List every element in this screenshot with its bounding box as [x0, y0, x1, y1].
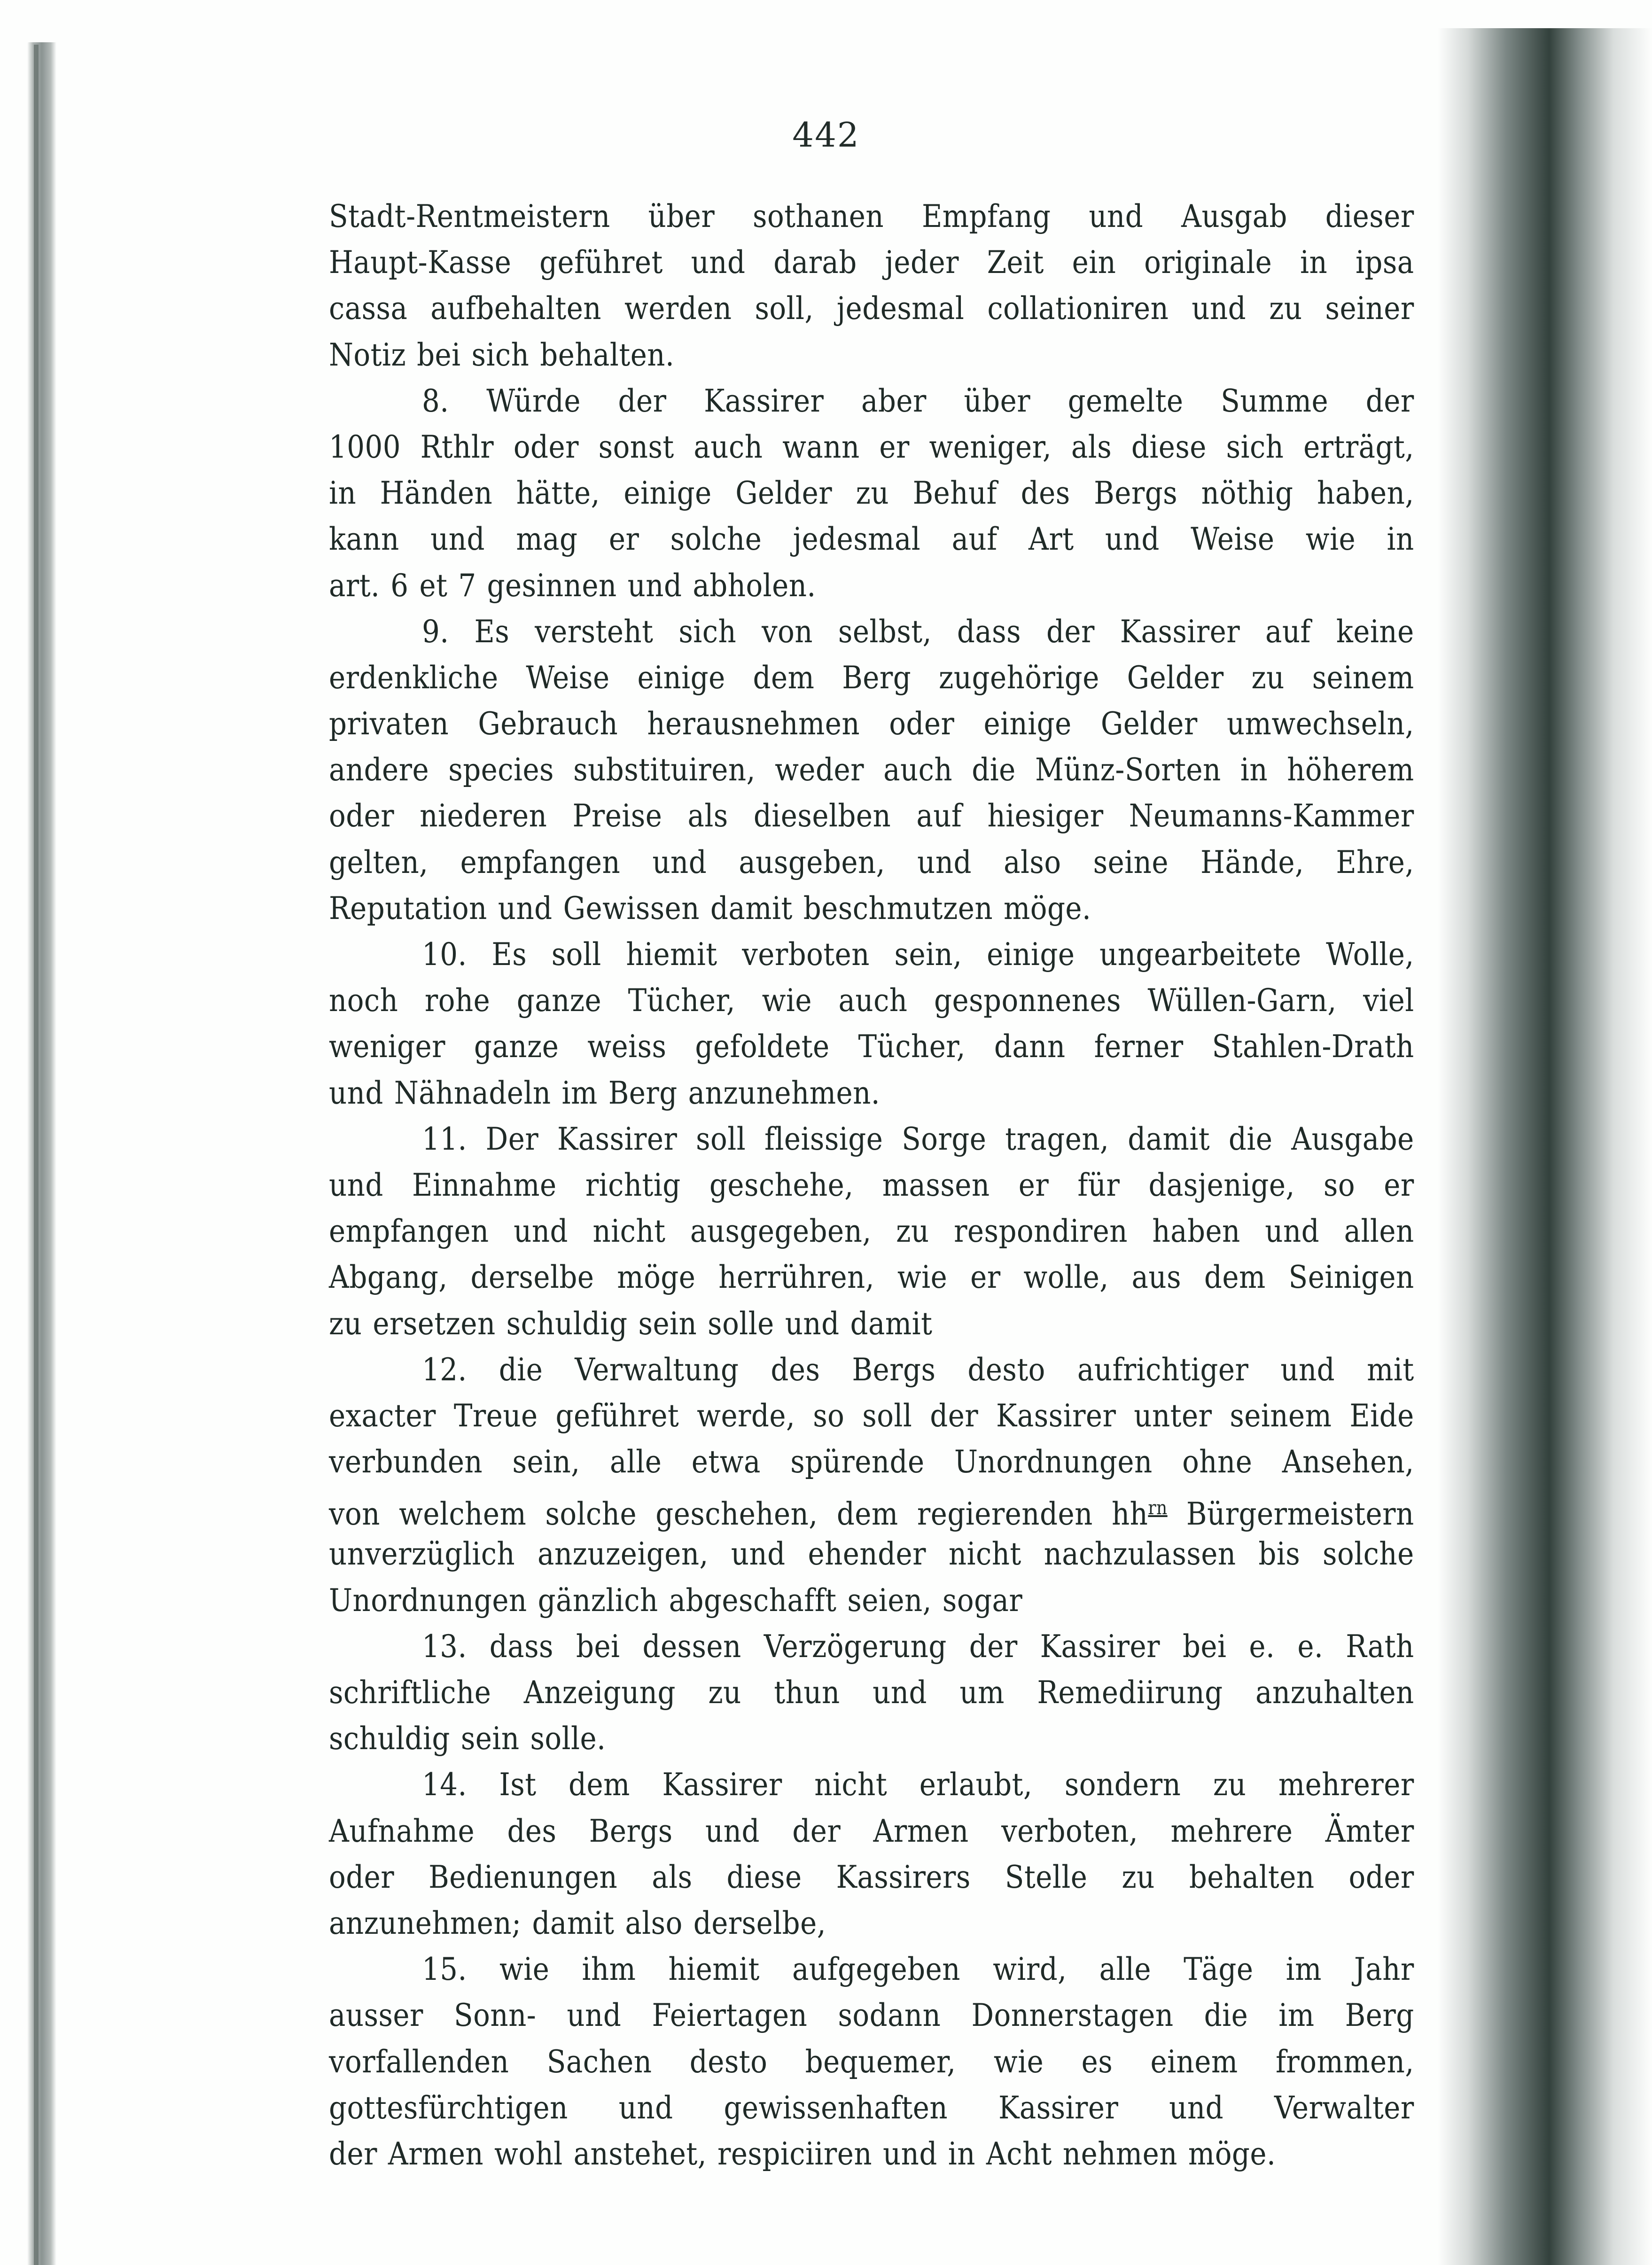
text-line: verbunden sein, alle etwa spürende Unordnungen ohne Ansehen,	[329, 1444, 1414, 1480]
text-line: vorfallenden Sachen desto bequemer, wie es einem frommen,	[329, 2043, 1414, 2080]
text-line: weniger ganze weiss gefoldete Tücher, dann ferner Stahlen-Drath	[329, 1028, 1414, 1065]
right-gutter-shadow	[1438, 28, 1652, 2265]
abbreviation-superscript: rn	[1148, 1497, 1168, 1519]
text-line: Unordnungen gänzlich abgeschafft seien, sogar	[329, 1582, 1023, 1619]
page-number: 442	[792, 115, 860, 155]
text-line: ausser Sonn- und Feiertagen sodann Donnerstagen die im Berg	[329, 1997, 1414, 2034]
paragraph-start-line: 8. Würde der Kassirer aber über gemelte Summe der	[422, 382, 1414, 419]
text-line: zu ersetzen schuldig sein solle und damit	[329, 1305, 933, 1342]
paragraph-start-line: 9. Es versteht sich von selbst, dass der Kassirer auf keine	[422, 613, 1414, 650]
paragraph-start-line: 13. dass bei dessen Verzögerung der Kassirer bei e. e. Rath	[422, 1628, 1414, 1665]
text-line: Notiz bei sich behalten.	[329, 336, 675, 373]
text-line: anzunehmen; damit also derselbe,	[329, 1905, 826, 1941]
text-line: exacter Treue geführet werde, so soll der Kassirer unter seinem Eide	[329, 1397, 1414, 1434]
text-line: und Nähnadeln im Berg anzunehmen.	[329, 1074, 881, 1111]
text-line: und Einnahme richtig geschehe, massen er für dasjenige, so er	[329, 1167, 1414, 1203]
text-line: schriftliche Anzeigung zu thun und um Remediirung anzuhalten	[329, 1674, 1414, 1711]
text-line: art. 6 et 7 gesinnen und abholen.	[329, 567, 816, 604]
text-line: unverzüglich anzuzeigen, und ehender nicht nachzulassen bis solche	[329, 1536, 1414, 1572]
text-line: cassa aufbehalten werden soll, jedesmal collationiren und zu seiner	[329, 290, 1414, 327]
text-line: erdenkliche Weise einige dem Berg zugehörige Gelder zu seinem	[329, 659, 1414, 696]
text-line: Aufnahme des Bergs und der Armen verboten, mehrere Ämter	[329, 1813, 1414, 1849]
text-line: der Armen wohl anstehet, respiciiren und in Acht nehmen möge.	[329, 2135, 1276, 2172]
text-segment: von welchem solche geschehen, dem regierenden hh	[329, 1496, 1148, 1533]
paragraph-start-line: 12. die Verwaltung des Bergs desto aufrichtiger und mit	[422, 1351, 1414, 1388]
text-line: noch rohe ganze Tücher, wie auch gesponnenes Wüllen-Garn, viel	[329, 982, 1414, 1019]
paragraph-start-line: 15. wie ihm hiemit aufgegeben wird, alle Täge im Jahr	[422, 1951, 1414, 1988]
text-line: kann und mag er solche jedesmal auf Art und Weise wie in	[329, 521, 1414, 558]
text-line: gottesfürchtigen und gewissenhaften Kassirer und Verwalter	[329, 2089, 1414, 2126]
text-line: 1000 Rthlr oder sonst auch wann er weniger, als diese sich erträgt,	[329, 428, 1414, 465]
text-line: oder Bedienungen als diese Kassirers Stelle zu behalten oder	[329, 1859, 1414, 1895]
text-line: andere species substituiren, weder auch die Münz-Sorten in höherem	[329, 752, 1414, 788]
text-segment: Bürgermeistern	[1167, 1496, 1414, 1533]
paragraph-start-line: 14. Ist dem Kassirer nicht erlaubt, sondern zu mehrerer	[422, 1767, 1414, 1803]
text-line: oder niederen Preise als dieselben auf hiesiger Neumanns-Kammer	[329, 798, 1414, 834]
text-line	[329, 1485, 1414, 1531]
text-line: Abgang, derselbe möge herrühren, wie er wolle, aus dem Seinigen	[329, 1259, 1414, 1296]
text-line: Haupt-Kasse geführet und darab jeder Zeit ein originale in ipsa	[329, 244, 1414, 281]
text-line: schuldig sein solle.	[329, 1720, 606, 1757]
text-line: empfangen und nicht ausgegeben, zu respondiren haben und allen	[329, 1213, 1414, 1250]
text-line: Stadt-Rentmeistern über sothanen Empfang und Ausgab dieser	[329, 198, 1414, 234]
body-text	[329, 194, 1415, 2177]
left-binding-line	[34, 45, 39, 2265]
left-binding-edge	[27, 42, 56, 2265]
text-line: in Händen hätte, einige Gelder zu Behuf des Bergs nöthig haben,	[329, 475, 1414, 512]
text-line: gelten, empfangen und ausgeben, und also seine Hände, Ehre,	[329, 844, 1414, 880]
paragraph-start-line: 11. Der Kassirer soll fleissige Sorge tragen, damit die Ausgabe	[422, 1121, 1414, 1157]
text-line: Reputation und Gewissen damit beschmutzen möge.	[329, 890, 1091, 926]
text-line: privaten Gebrauch herausnehmen oder einige Gelder umwechseln,	[329, 706, 1414, 742]
paragraph-start-line: 10. Es soll hiemit verboten sein, einige ungearbeitete Wolle,	[422, 936, 1414, 973]
